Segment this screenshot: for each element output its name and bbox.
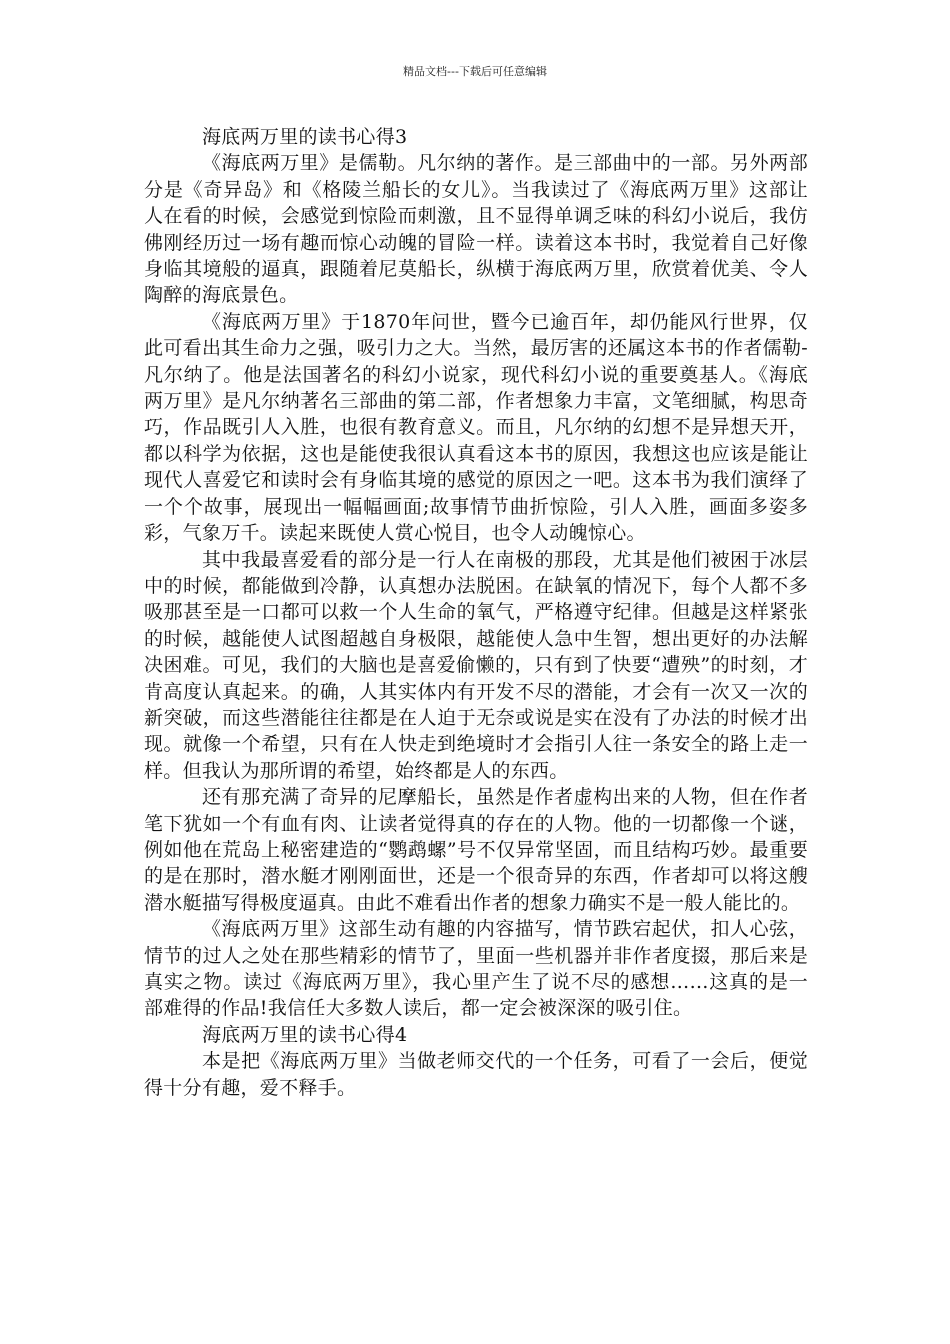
section-heading-3: 海底两万里的读书心得3: [202, 126, 408, 148]
paragraph: 《海底两万里》是儒勒。凡尔纳的著作。是三部曲中的一部。另外两部分是《奇异岛》和《格陵兰船长的女儿》。当我读过了《海底两万里》这部让人在看的时候，会感觉到惊险而刺激，且不显得单调乏味的科幻小说后，我仿佛刚经历过一场有趣而惊心动魄的冒险一样。读着这本书时，我觉着自己好像身临其境般的逼真，跟随着尼莫船长，纵横于海底两万里，欣赏着优美、令人陶醉的海底景色。: [144, 152, 808, 307]
paragraph: 还有那充满了奇异的尼摩船长，虽然是作者虚构出来的人物，但在作者笔下犹如一个有血有肉、让读者觉得真的存在的人物。他的一切都像一个谜，例如他在荒岛上秘密建造的“鹦鹉螺”号不仅异常坚固，而且结构巧妙。最重要的是在那时，潜水艇才刚刚面世，还是一个很奇异的东西，作者却可以将这艘潜水艇描写得极度逼真。由此不难看出作者的想象力确实不是一般人能比的。: [144, 786, 808, 914]
paragraph: 《海底两万里》这部生动有趣的内容描写，情节跌宕起伏，扣人心弦，情节的过人之处在那些精彩的情节了，里面一些机器并非作者度掇，那后来是真实之物。读过《海底两万里》，我心里产生了说不尽的感想……这真的是一部难得的作品!我信任大多数人读后，都一定会被深深的吸引住。: [144, 918, 808, 1020]
paragraph: 本是把《海底两万里》当做老师交代的一个任务，可看了一会后，便觉得十分有趣，爱不释手。: [144, 1050, 808, 1099]
document-body: [144, 124, 808, 1101]
paragraph: 其中我最喜爱看的部分是一行人在南极的那段，尤其是他们被困于冰层中的时候，都能做到冷静，认真想办法脱困。在缺氧的情况下，每个人都不多吸那甚至是一口都可以救一个人生命的氧气，严格遵守纪律。但越是这样紧张的时候，越能使人试图超越自身极限，越能使人急中生智，想出更好的办法解决困难。可见，我们的大脑也是喜爱偷懒的，只有到了快要“遭殃”的时刻，才肯高度认真起来。的确，人其实体内有开发不尽的潜能，才会有一次又一次的新突破，而这些潜能往往都是在人迫于无奈或说是实在没有了办法的时候才出现。就像一个希望，只有在人快走到绝境时才会指引人往一条安全的路上走一样。但我认为那所谓的希望，始终都是人的东西。: [144, 548, 808, 782]
paragraph: 《海底两万里》于1870年问世，暨今已逾百年，却仍能风行世界，仅此可看出其生命力之强，吸引力之大。当然，最厉害的还属这本书的作者儒勒-凡尔纳了。他是法国著名的科幻小说家，现代科幻小说的重要奠基人。《海底两万里》是凡尔纳著名三部曲的第二部，作者想象力丰富，文笔细腻，构思奇巧，作品既引人入胜，也很有教育意义。而且，凡尔纳的幻想不是异想天开，都以科学为依据，这也是能使我很认真看这本书的原因，我想这也应该是能让现代人喜爱它和读时会有身临其境的感觉的原因之一吧。这本书为我们演绎了一个个故事，展现出一幅幅画面;故事情节曲折惊险，引人入胜，画面多姿多彩，气象万千。读起来既使人赏心悦目，也令人动魄惊心。: [144, 310, 808, 545]
page-header: 精品文档---下载后可任意编辑: [403, 65, 547, 78]
section-heading-4: 海底两万里的读书心得4: [202, 1023, 408, 1046]
